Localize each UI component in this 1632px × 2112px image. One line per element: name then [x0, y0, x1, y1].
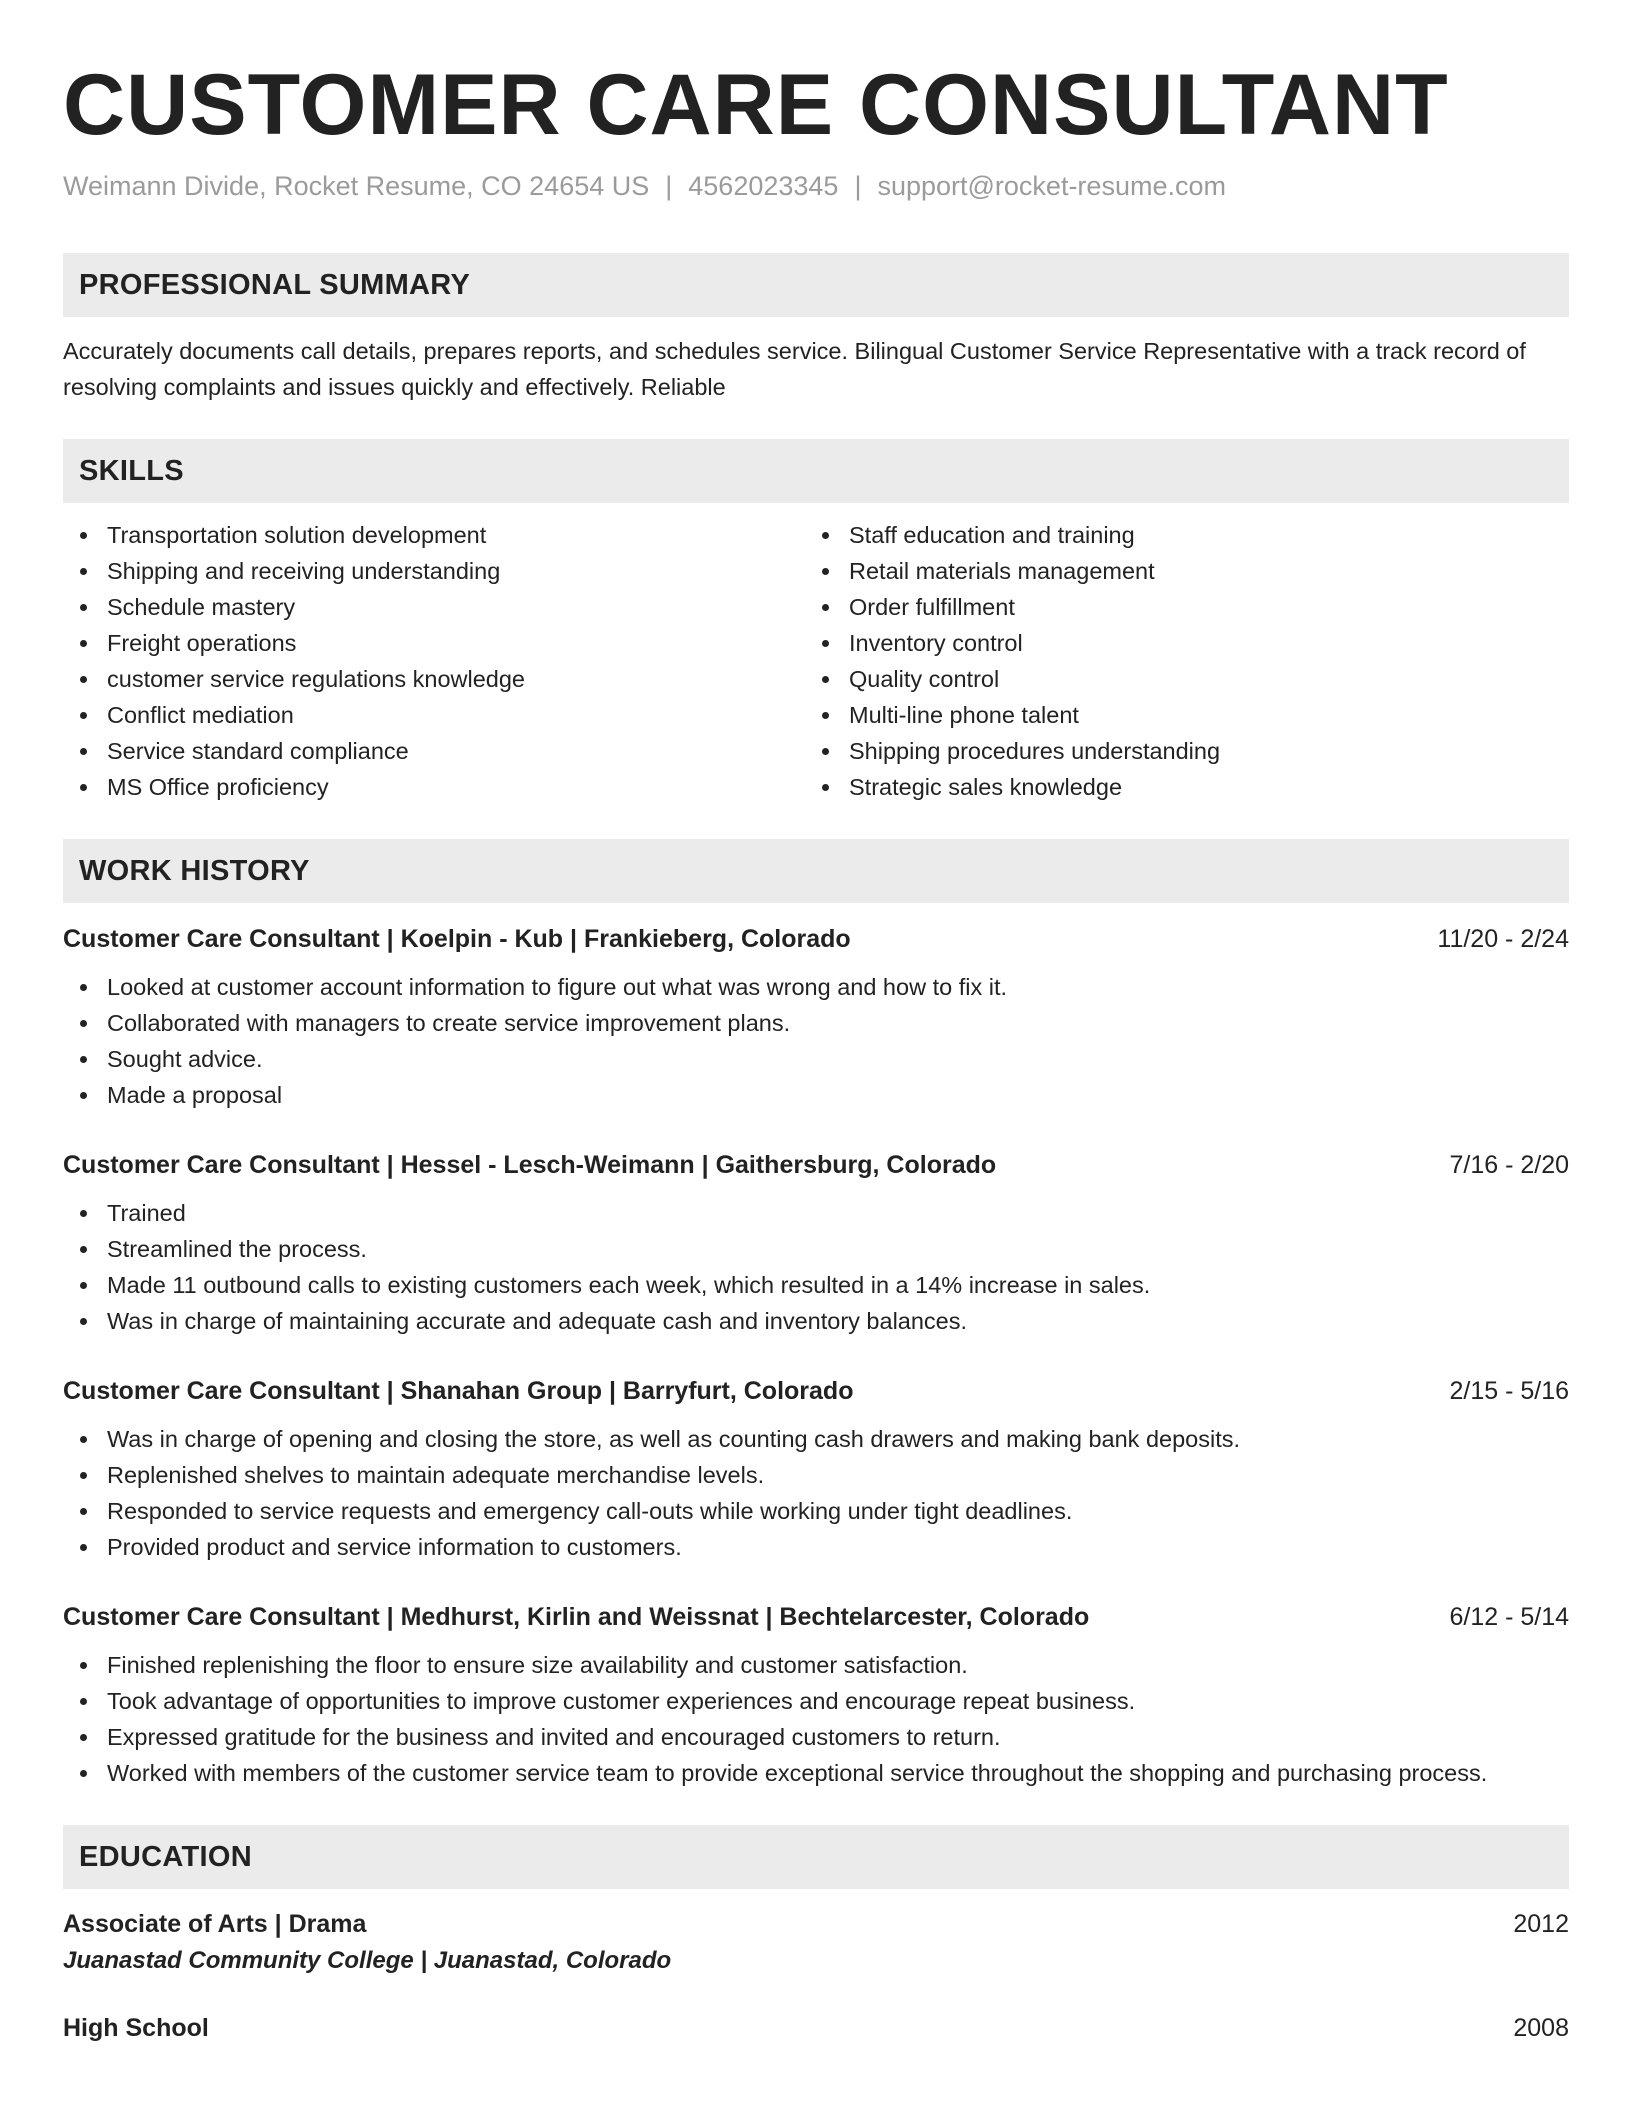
job-bullet: Was in charge of maintaining accurate and adequate cash and inventory balances.: [63, 1303, 1569, 1339]
skill-item: Quality control: [805, 661, 1547, 697]
job-bullet: Looked at customer account information to figure out what was wrong and how to fix it.: [63, 969, 1569, 1005]
job-bullet: Worked with members of the customer service team to provide exceptional service throughout the shopping and purchasing process.: [63, 1755, 1569, 1791]
education-degree: Associate of Arts | Drama: [63, 1909, 367, 1938]
job-bullet: Collaborated with managers to create service improvement plans.: [63, 1005, 1569, 1041]
summary-heading: PROFESSIONAL SUMMARY: [63, 253, 1569, 317]
education-school: Juanastad Community College | Juanastad, Colorado: [63, 1947, 672, 1974]
job-title: Customer Care Consultant | Koelpin - Kub | Frankieberg, Colorado: [63, 924, 851, 953]
job-header: [63, 1595, 1569, 1639]
skill-item: Schedule mastery: [63, 589, 805, 625]
job-bullet: Finished replenishing the floor to ensure size availability and customer satisfaction.: [63, 1647, 1569, 1683]
job-bullet: Expressed gratitude for the business and invited and encouraged customers to return.: [63, 1719, 1569, 1755]
contact-phone: 4562023345: [688, 171, 839, 201]
education-heading: EDUCATION: [63, 1825, 1569, 1889]
job-bullet: Made 11 outbound calls to existing customers each week, which resulted in a 14% increase in sales.: [63, 1267, 1569, 1303]
job-title: Customer Care Consultant | Shanahan Group | Barryfurt, Colorado: [63, 1376, 854, 1405]
education-header: [63, 1905, 1569, 1943]
contact-separator: |: [854, 171, 862, 201]
skill-item: customer service regulations knowledge: [63, 661, 805, 697]
job-dates: 2/15 - 5/16: [1449, 1376, 1569, 1405]
education-header: [63, 2009, 1569, 2047]
education-year: 2012: [1513, 1909, 1569, 1938]
skill-item: MS Office proficiency: [63, 769, 805, 805]
job-bullet: Sought advice.: [63, 1041, 1569, 1077]
education-section: [63, 1825, 1569, 2047]
education-entry: [63, 1905, 1569, 1979]
contact-line: [63, 169, 1569, 203]
job-entry: [63, 1595, 1569, 1791]
skill-item: Order fulfillment: [805, 589, 1547, 625]
skill-item: Transportation solution development: [63, 517, 805, 553]
work-history-heading: WORK HISTORY: [63, 839, 1569, 903]
skill-item: Conflict mediation: [63, 697, 805, 733]
job-bullet: Responded to service requests and emergency call-outs while working under tight deadlines.: [63, 1493, 1569, 1529]
job-header: [63, 1369, 1569, 1413]
job-bullet: Took advantage of opportunities to improve customer experiences and encourage repeat business.: [63, 1683, 1569, 1719]
job-bullet: Streamlined the process.: [63, 1231, 1569, 1267]
skill-item: Retail materials management: [805, 553, 1547, 589]
work-history-section: [63, 839, 1569, 1791]
contact-address: Weimann Divide, Rocket Resume, CO 24654 US: [63, 171, 650, 201]
skill-item: Multi-line phone talent: [805, 697, 1547, 733]
job-entry: [63, 1143, 1569, 1339]
summary-section: [63, 253, 1569, 405]
summary-text: Accurately documents call details, prepares reports, and schedules service. Bilingual Customer Service Representative with a track record of resolving complaints and issues quickly and effectively. Reliable: [63, 338, 1526, 400]
job-bullets: [63, 1647, 1569, 1791]
skills-list-right: [805, 517, 1547, 805]
contact-email: support@rocket-resume.com: [877, 171, 1226, 201]
job-entry: [63, 917, 1569, 1113]
job-entry: [63, 1369, 1569, 1565]
contact-separator: |: [665, 171, 673, 201]
job-dates: 11/20 - 2/24: [1437, 924, 1569, 953]
job-title: Customer Care Consultant | Hessel - Lesch-Weimann | Gaithersburg, Colorado: [63, 1150, 997, 1179]
skill-item: Inventory control: [805, 625, 1547, 661]
education-degree: High School: [63, 2013, 209, 2042]
job-dates: 6/12 - 5/14: [1449, 1602, 1569, 1631]
job-bullets: [63, 969, 1569, 1113]
job-header: [63, 917, 1569, 961]
skill-item: Shipping and receiving understanding: [63, 553, 805, 589]
job-bullets: [63, 1421, 1569, 1565]
job-bullet: Was in charge of opening and closing the store, as well as counting cash drawers and making bank deposits.: [63, 1421, 1569, 1457]
skill-item: Service standard compliance: [63, 733, 805, 769]
skills-section: [63, 439, 1569, 805]
job-bullet: Trained: [63, 1195, 1569, 1231]
job-bullet: Made a proposal: [63, 1077, 1569, 1113]
skill-item: Freight operations: [63, 625, 805, 661]
skill-item: Staff education and training: [805, 517, 1547, 553]
job-header: [63, 1143, 1569, 1187]
job-bullet: Replenished shelves to maintain adequate merchandise levels.: [63, 1457, 1569, 1493]
skills-list-left: [63, 517, 805, 805]
education-entry: [63, 2009, 1569, 2047]
job-title: Customer Care Consultant | Medhurst, Kirlin and Weissnat | Bechtelarcester, Colorado: [63, 1602, 1090, 1631]
job-bullets: [63, 1195, 1569, 1339]
education-year: 2008: [1513, 2013, 1569, 2042]
job-bullet: Provided product and service information to customers.: [63, 1529, 1569, 1565]
resume-name-title: CUSTOMER CARE CONSULTANT: [63, 57, 1449, 153]
skills-columns: [63, 517, 1569, 805]
skills-heading: SKILLS: [63, 439, 1569, 503]
skill-item: Shipping procedures understanding: [805, 733, 1547, 769]
skill-item: Strategic sales knowledge: [805, 769, 1547, 805]
job-dates: 7/16 - 2/20: [1449, 1150, 1569, 1179]
